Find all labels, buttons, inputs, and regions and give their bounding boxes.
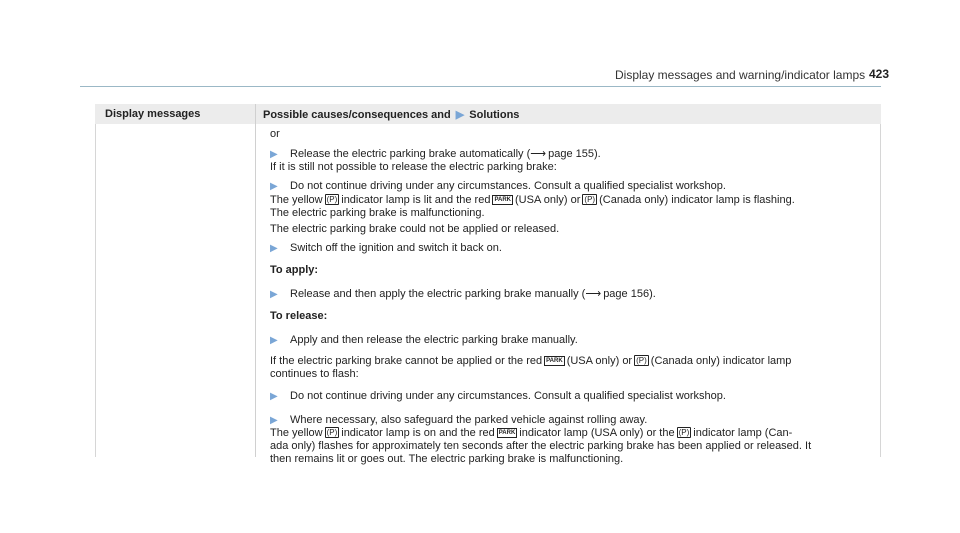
table-left-border [95, 124, 96, 457]
text-line: or [270, 128, 280, 140]
subheading-to-apply: To apply: [270, 264, 319, 276]
park-lamp-icon: PARK [494, 197, 511, 203]
parking-brake-lamp-icon: (P) [678, 428, 690, 437]
step-triangle-icon: ▶ [270, 415, 278, 426]
step-triangle-icon: ▶ [270, 243, 278, 254]
col-header-display-messages: Display messages [105, 108, 201, 120]
step-triangle-icon: ▶ [270, 149, 278, 160]
text-line: The electric parking brake could not be applied or released. [270, 223, 560, 235]
col-header-causes-text: Possible causes/consequences and [263, 109, 451, 121]
text-line: ada only) flashes for approximately ten seconds after the electric parking brake has been applied or released. It [270, 440, 812, 452]
subheading-to-release: To release: [270, 310, 328, 322]
park-lamp-icon: PARK [498, 430, 516, 436]
table-right-border [880, 124, 881, 457]
text-line: continues to flash: [270, 368, 359, 380]
parking-brake-lamp-icon: (P) [326, 195, 338, 204]
text-line: The yellow (P) indicator lamp is lit and the red PARK (USA only) or (P) (Canada only) indicator lamp is flashing. [270, 194, 795, 206]
page-ref-link[interactable]: page 156). [603, 288, 656, 300]
text-line: then remains lit or goes out. The electric parking brake is malfunctioning. [270, 453, 624, 465]
page-ref-link[interactable]: page 155). [548, 148, 601, 160]
step-item: ▶ Release and then apply the electric parking brake manually (⟶ page 156). [270, 288, 656, 300]
step-triangle-icon: ▶ [270, 335, 278, 346]
parking-brake-lamp-icon: (P) [636, 356, 647, 365]
step-triangle-icon: ▶ [270, 391, 278, 402]
column-divider [255, 104, 256, 457]
text-line: If the electric parking brake cannot be applied or the red PARK (USA only) or (P) (Canada only) indicator lamp [270, 355, 792, 367]
step-item: ▶ Apply and then release the electric parking brake manually. [270, 334, 578, 346]
park-lamp-icon: PARK [546, 358, 563, 364]
step-item: ▶ Where necessary, also safeguard the parked vehicle against rolling away. [270, 414, 648, 426]
text-line: The yellow (P) indicator lamp is on and the red PARK indicator lamp (USA only) or the (P) indicator lamp (Can- [270, 427, 793, 439]
step-item: ▶ Switch off the ignition and switch it back on. [270, 242, 502, 254]
step-item: ▶ Release the electric parking brake automatically (⟶ page 155). [270, 148, 601, 160]
text-line: If it is still not possible to release the electric parking brake: [270, 161, 557, 173]
parking-brake-lamp-icon: (P) [326, 428, 338, 437]
parking-brake-lamp-icon: (P) [584, 195, 596, 204]
long-right-arrow-icon: ⟶ [585, 288, 601, 300]
step-item: ▶ Do not continue driving under any circumstances. Consult a qualified specialist workshop. [270, 390, 726, 402]
step-triangle-icon: ▶ [270, 289, 278, 300]
col-header-causes-solutions [263, 108, 519, 121]
header-rule [80, 86, 881, 87]
col-header-solutions-text: Solutions [469, 109, 520, 121]
step-triangle-icon: ▶ [455, 109, 465, 121]
step-triangle-icon: ▶ [270, 181, 278, 192]
table-header [95, 104, 881, 124]
page-number: 423 [869, 67, 890, 81]
step-item: ▶ Do not continue driving under any circumstances. Consult a qualified specialist workshop. [270, 180, 726, 192]
page-header-title: Display messages and warning/indicator lamps [615, 68, 866, 82]
text-line: The electric parking brake is malfunctioning. [270, 207, 485, 219]
long-right-arrow-icon: ⟶ [530, 148, 546, 160]
